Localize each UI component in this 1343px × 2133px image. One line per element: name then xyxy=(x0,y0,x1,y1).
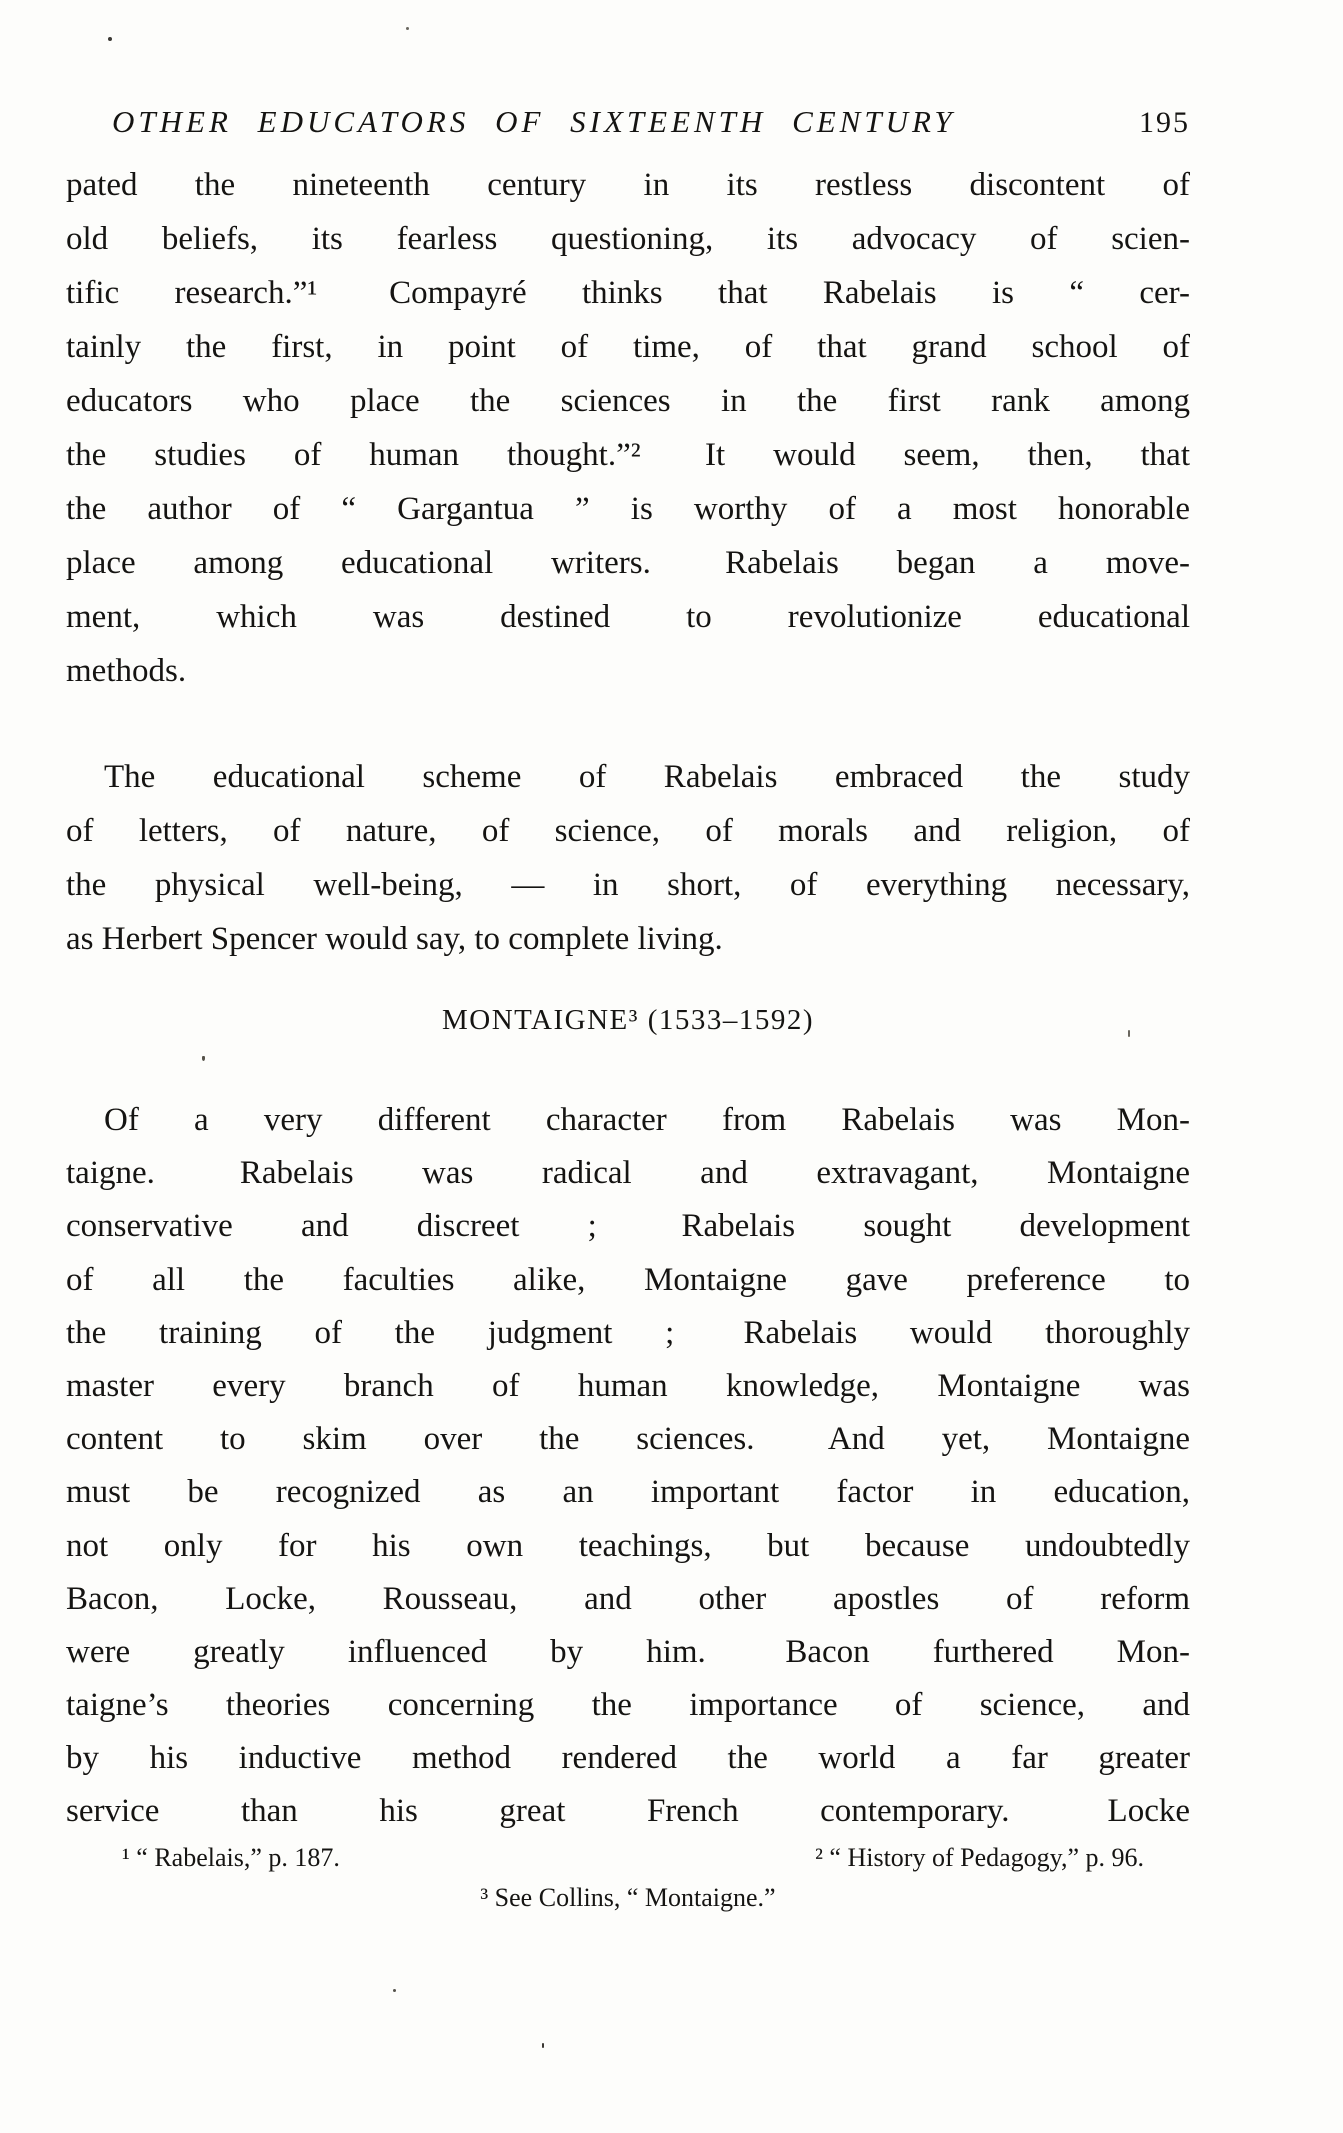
text-line: must be recognized as an important factor in education, xyxy=(66,1474,1190,1511)
text-line: of all the faculties alike, Montaigne gave preference to xyxy=(66,1261,1190,1298)
paragraph-montaigne xyxy=(66,1094,1190,1839)
scan-speck xyxy=(202,1056,205,1061)
scan-speck xyxy=(406,27,409,30)
paragraph-educational-scheme xyxy=(66,750,1190,966)
scan-speck xyxy=(1128,1030,1130,1037)
text-line: the training of the judgment ; Rabelais would thoroughly xyxy=(66,1314,1190,1351)
text-line: taigne’s theories concerning the importance of science, and xyxy=(66,1687,1190,1724)
text-line: content to skim over the sciences. And yet, Montaigne xyxy=(66,1421,1190,1458)
text-line: by his inductive method rendered the world a far greater xyxy=(66,1740,1190,1777)
text-line: ment, which was destined to revolutionize educational xyxy=(66,599,1190,635)
text-line: place among educational writers. Rabelais began a move- xyxy=(66,545,1190,581)
text-line: methods. xyxy=(66,653,187,689)
text-line: pated the nineteenth century in its restless discontent of xyxy=(66,167,1190,203)
text-line: not only for his own teachings, but because undoubtedly xyxy=(66,1527,1190,1564)
text-line: taigne. Rabelais was radical and extravagant, Montaigne xyxy=(66,1155,1190,1192)
scan-speck xyxy=(393,1989,396,1992)
text-line: as Herbert Spencer would say, to complete living. xyxy=(66,921,723,957)
text-line: the studies of human thought.”² It would seem, then, that xyxy=(66,437,1190,473)
text-line: tainly the first, in point of time, of that grand school of xyxy=(66,329,1190,365)
text-line: Of a very different character from Rabelais was Mon- xyxy=(104,1102,1190,1138)
footnote-2: ² “ History of Pedagogy,” p. 96. xyxy=(815,1843,1144,1872)
footnote-row xyxy=(66,1840,1190,1876)
text-line: the physical well-being, — in short, of everything necessary, xyxy=(66,867,1190,903)
footnote-3: ³ See Collins, “ Montaigne.” xyxy=(480,1883,776,1912)
paragraph-rabelais-conclusion xyxy=(66,158,1190,698)
section-heading-montaigne: MONTAIGNE³ (1533–1592) xyxy=(441,1004,815,1036)
running-header xyxy=(66,104,1190,140)
text-line: tific research.”¹ Compayré thinks that Rabelais is “ cer- xyxy=(66,275,1190,311)
footnote-1: ¹ “ Rabelais,” p. 187. xyxy=(122,1843,340,1872)
text-line: conservative and discreet ; Rabelais sought development xyxy=(66,1208,1190,1245)
text-line: educators who place the sciences in the first rank among xyxy=(66,383,1190,419)
text-line: master every branch of human knowledge, Montaigne was xyxy=(66,1367,1190,1404)
text-line: The educational scheme of Rabelais embraced the study xyxy=(104,759,1190,795)
running-header-title: OTHER EDUCATORS OF SIXTEENTH CENTURY xyxy=(112,104,956,139)
scan-speck xyxy=(542,2043,544,2048)
scan-speck xyxy=(108,37,112,41)
text-line: Bacon, Locke, Rousseau, and other apostles of reform xyxy=(66,1580,1190,1617)
text-line: service than his great French contemporary. Locke xyxy=(66,1793,1190,1830)
text-line: of letters, of nature, of science, of morals and religion, of xyxy=(66,813,1190,849)
text-line: the author of “ Gargantua ” is worthy of a most honorable xyxy=(66,491,1190,527)
text-line: old beliefs, its fearless questioning, its advocacy of scien- xyxy=(66,221,1190,257)
page-number: 195 xyxy=(1139,106,1190,139)
text-line: were greatly influenced by him. Bacon furthered Mon- xyxy=(66,1633,1190,1670)
